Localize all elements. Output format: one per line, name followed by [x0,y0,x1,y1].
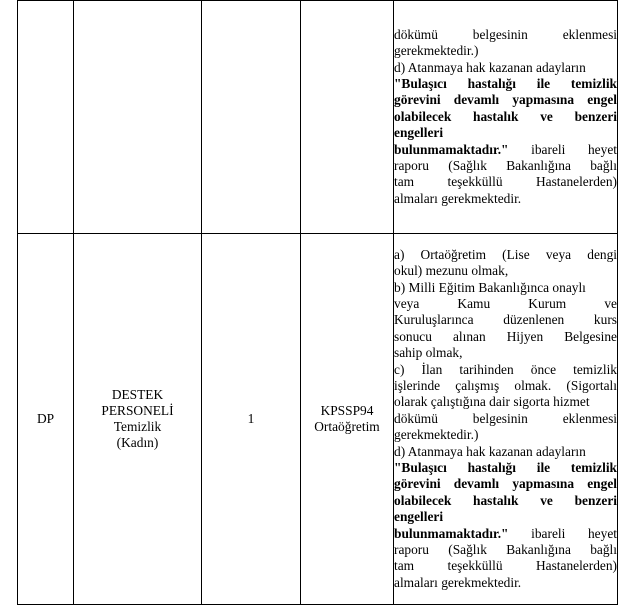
requirement-line [394,526,617,542]
position-title-cell [74,1,202,234]
requirement-line: dökümü belgesinin eklenmesi [394,26,617,42]
position-title-line: DESTEK [111,387,164,402]
requirement-line: sonucu alınan Hijyen Belgesine [394,328,617,344]
requirement-bold-text: bulunmamaktadır." [394,141,509,157]
position-count-cell [202,1,301,234]
requirement-line: okul) mezunu olmak, [394,263,509,279]
requirement-line: engelleri [394,125,444,141]
position-title-line: (Kadın) [116,435,159,450]
requirements-table [17,0,618,605]
requirements-cell [394,1,618,234]
requirement-line: işlerinde çalışmış olmak. (Sigortalı [394,377,617,393]
requirement-line: b) Milli Eğitim Bakanlığınca onaylı [394,279,586,295]
requirement-line: olabilecek hastalık ve benzeri [394,492,617,508]
requirement-line: raporu (Sağlık Bakanlığına bağlı [394,542,617,558]
requirement-line: c) İlan tarihinden önce temizlik [394,361,617,377]
table-row [18,1,618,234]
exam-score-type-cell [301,1,394,234]
position-count: 1 [247,411,255,426]
requirement-bold-text: bulunmamaktadır." [394,525,509,541]
requirement-line: olarak çalıştığına dair sigorta hizmet [394,394,590,410]
requirement-line: görevini devamlı yapmasına engel [394,92,617,108]
requirement-line: gerekmektedir.) [394,427,479,443]
position-title-line: Temizlik [113,419,162,434]
requirements-cell [394,234,618,605]
position-code-cell [18,234,74,605]
requirement-line: dökümü belgesinin eklenmesi [394,410,617,426]
requirement-line: d) Atanmaya hak kazanan adayların [394,443,586,459]
requirement-line: Kuruluşlarınca düzenlenen kurs [394,312,617,328]
requirement-text: ibareli heyet [508,141,617,157]
position-code-cell [18,1,74,234]
requirement-line: almaları gerekmektedir. [394,574,522,590]
exam-score-type-line: Ortaöğretim [314,419,380,434]
table-row [18,234,618,605]
requirement-line: görevini devamlı yapmasına engel [394,476,617,492]
requirement-line: "Bulaşıcı hastalığı ile temizlik [394,75,617,91]
exam-score-type-line: KPSSP94 [320,403,374,418]
requirement-text: ibareli heyet [508,525,617,541]
position-title-line: PERSONELİ [101,403,174,418]
position-code: DP [36,411,55,426]
requirement-line: tam teşekküllü Hastanelerden) [394,174,617,190]
requirement-line [394,142,617,158]
position-count-cell [202,234,301,605]
requirement-line: engelleri [394,509,444,525]
requirement-line: veya Kamu Kurum ve [394,295,617,311]
requirement-line: sahip olmak, [394,345,463,361]
requirement-line: d) Atanmaya hak kazanan adayların [394,59,586,75]
requirement-line: raporu (Sağlık Bakanlığına bağlı [394,158,617,174]
requirement-line: "Bulaşıcı hastalığı ile temizlik [394,460,617,476]
requirement-line: almaları gerekmektedir. [394,190,522,206]
requirement-line: olabilecek hastalık ve benzeri [394,108,617,124]
exam-score-type-cell [301,234,394,605]
requirement-line: a) Ortaöğretim (Lise veya dengi [394,246,617,262]
requirement-line: gerekmektedir.) [394,43,479,59]
requirement-line: tam teşekküllü Hastanelerden) [394,558,617,574]
position-title-cell [74,234,202,605]
